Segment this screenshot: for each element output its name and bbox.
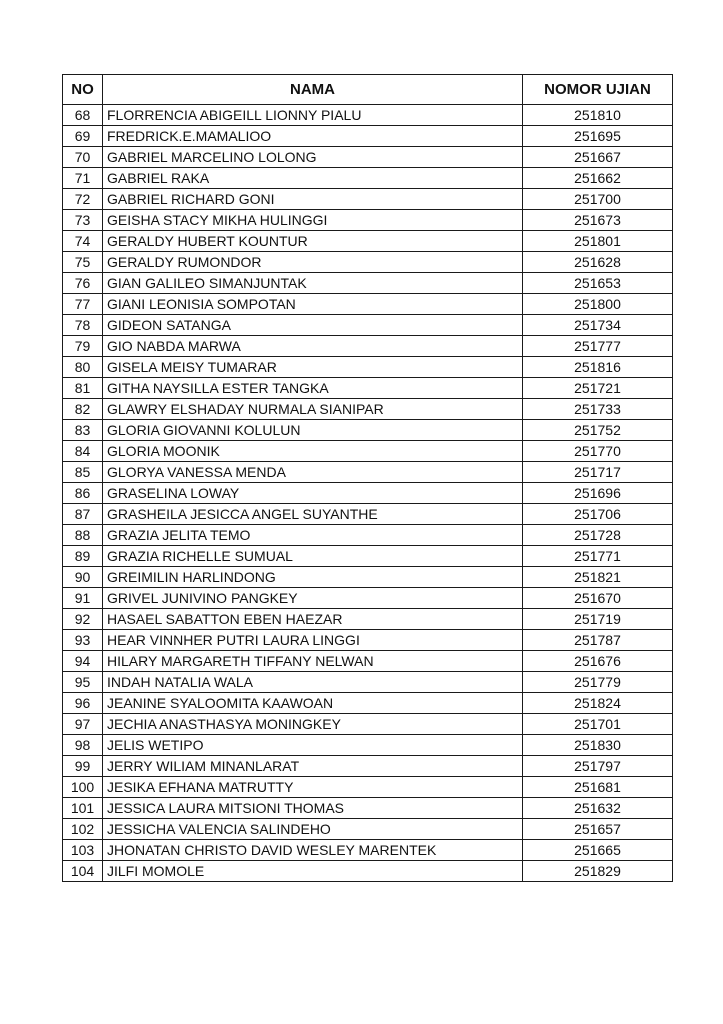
cell-no: 78 [63, 315, 103, 336]
table-row [63, 126, 673, 147]
cell-no: 93 [63, 630, 103, 651]
table-header [63, 75, 673, 105]
table-row [63, 504, 673, 525]
cell-no: 84 [63, 441, 103, 462]
header-nomor-ujian: NOMOR UJIAN [523, 75, 673, 105]
header-row [63, 75, 673, 105]
cell-nama: GABRIEL MARCELINO LOLONG [103, 147, 523, 168]
cell-nomor-ujian: 251719 [523, 609, 673, 630]
cell-nama: FLORRENCIA ABIGEILL LIONNY PIALU [103, 105, 523, 126]
cell-no: 90 [63, 567, 103, 588]
cell-nomor-ujian: 251670 [523, 588, 673, 609]
cell-nomor-ujian: 251770 [523, 441, 673, 462]
cell-no: 88 [63, 525, 103, 546]
cell-nama: GRAZIA RICHELLE SUMUAL [103, 546, 523, 567]
table-row [63, 147, 673, 168]
cell-no: 101 [63, 798, 103, 819]
cell-nomor-ujian: 251657 [523, 819, 673, 840]
cell-no: 95 [63, 672, 103, 693]
cell-nomor-ujian: 251733 [523, 399, 673, 420]
cell-no: 100 [63, 777, 103, 798]
cell-nomor-ujian: 251777 [523, 336, 673, 357]
cell-no: 97 [63, 714, 103, 735]
table-row [63, 609, 673, 630]
cell-no: 71 [63, 168, 103, 189]
cell-nomor-ujian: 251721 [523, 378, 673, 399]
table-body [63, 105, 673, 882]
cell-no: 89 [63, 546, 103, 567]
table-row [63, 588, 673, 609]
table-row [63, 546, 673, 567]
cell-nama: JESIKA EFHANA MATRUTTY [103, 777, 523, 798]
cell-nomor-ujian: 251810 [523, 105, 673, 126]
cell-no: 79 [63, 336, 103, 357]
cell-nomor-ujian: 251752 [523, 420, 673, 441]
cell-nomor-ujian: 251700 [523, 189, 673, 210]
cell-nomor-ujian: 251824 [523, 693, 673, 714]
table-row [63, 105, 673, 126]
cell-nomor-ujian: 251632 [523, 798, 673, 819]
table-row [63, 336, 673, 357]
table-row [63, 693, 673, 714]
table-row [63, 735, 673, 756]
table-row [63, 420, 673, 441]
table-row [63, 168, 673, 189]
cell-nama: GRASHEILA JESICCA ANGEL SUYANTHE [103, 504, 523, 525]
cell-no: 85 [63, 462, 103, 483]
cell-nama: GLAWRY ELSHADAY NURMALA SIANIPAR [103, 399, 523, 420]
cell-nama: JHONATAN CHRISTO DAVID WESLEY MARENTEK [103, 840, 523, 861]
cell-nama: GLORIA MOONIK [103, 441, 523, 462]
cell-nama: GERALDY RUMONDOR [103, 252, 523, 273]
cell-nama: JERRY WILIAM MINANLARAT [103, 756, 523, 777]
table-row [63, 567, 673, 588]
cell-nomor-ujian: 251728 [523, 525, 673, 546]
cell-nomor-ujian: 251830 [523, 735, 673, 756]
table-row [63, 273, 673, 294]
cell-nama: GITHA NAYSILLA ESTER TANGKA [103, 378, 523, 399]
table-row [63, 840, 673, 861]
cell-no: 99 [63, 756, 103, 777]
cell-nama: JILFI MOMOLE [103, 861, 523, 882]
cell-no: 86 [63, 483, 103, 504]
cell-no: 70 [63, 147, 103, 168]
cell-nama: JESSICA LAURA MITSIONI THOMAS [103, 798, 523, 819]
table-row [63, 210, 673, 231]
cell-nomor-ujian: 251667 [523, 147, 673, 168]
table-row [63, 525, 673, 546]
cell-nama: GIANI LEONISIA SOMPOTAN [103, 294, 523, 315]
table-row [63, 399, 673, 420]
table-row [63, 651, 673, 672]
cell-nama: GRIVEL JUNIVINO PANGKEY [103, 588, 523, 609]
cell-nomor-ujian: 251696 [523, 483, 673, 504]
cell-nama: GRASELINA LOWAY [103, 483, 523, 504]
cell-nomor-ujian: 251706 [523, 504, 673, 525]
cell-no: 104 [63, 861, 103, 882]
cell-nomor-ujian: 251800 [523, 294, 673, 315]
table-row [63, 483, 673, 504]
cell-no: 74 [63, 231, 103, 252]
table-row [63, 777, 673, 798]
table-row [63, 861, 673, 882]
table-row [63, 294, 673, 315]
cell-nama: GIDEON SATANGA [103, 315, 523, 336]
cell-nama: GABRIEL RICHARD GONI [103, 189, 523, 210]
table-row [63, 378, 673, 399]
table-row [63, 462, 673, 483]
cell-nomor-ujian: 251628 [523, 252, 673, 273]
table-row [63, 231, 673, 252]
cell-nomor-ujian: 251801 [523, 231, 673, 252]
table-row [63, 441, 673, 462]
table-row [63, 630, 673, 651]
cell-nomor-ujian: 251681 [523, 777, 673, 798]
cell-no: 77 [63, 294, 103, 315]
cell-no: 69 [63, 126, 103, 147]
table-row [63, 714, 673, 735]
cell-nama: GEISHA STACY MIKHA HULINGGI [103, 210, 523, 231]
cell-nomor-ujian: 251734 [523, 315, 673, 336]
cell-nama: GIO NABDA MARWA [103, 336, 523, 357]
cell-nama: GERALDY HUBERT KOUNTUR [103, 231, 523, 252]
cell-nomor-ujian: 251771 [523, 546, 673, 567]
cell-nama: JEANINE SYALOOMITA KAAWOAN [103, 693, 523, 714]
cell-nama: GRAZIA JELITA TEMO [103, 525, 523, 546]
cell-nama: JECHIA ANASTHASYA MONINGKEY [103, 714, 523, 735]
cell-nomor-ujian: 251662 [523, 168, 673, 189]
cell-no: 83 [63, 420, 103, 441]
cell-no: 103 [63, 840, 103, 861]
cell-nomor-ujian: 251673 [523, 210, 673, 231]
cell-no: 94 [63, 651, 103, 672]
cell-no: 81 [63, 378, 103, 399]
cell-nama: FREDRICK.E.MAMALIOO [103, 126, 523, 147]
cell-no: 96 [63, 693, 103, 714]
cell-nama: JELIS WETIPO [103, 735, 523, 756]
cell-no: 72 [63, 189, 103, 210]
exam-participant-table [62, 74, 673, 882]
cell-nama: GIAN GALILEO SIMANJUNTAK [103, 273, 523, 294]
cell-no: 73 [63, 210, 103, 231]
cell-no: 87 [63, 504, 103, 525]
table-row [63, 672, 673, 693]
cell-nama: GLORIA GIOVANNI KOLULUN [103, 420, 523, 441]
table-row [63, 819, 673, 840]
table-row [63, 315, 673, 336]
cell-nomor-ujian: 251779 [523, 672, 673, 693]
header-nama: NAMA [103, 75, 523, 105]
cell-no: 91 [63, 588, 103, 609]
cell-nomor-ujian: 251829 [523, 861, 673, 882]
cell-nama: HASAEL SABATTON EBEN HAEZAR [103, 609, 523, 630]
cell-nomor-ujian: 251695 [523, 126, 673, 147]
cell-no: 75 [63, 252, 103, 273]
table-row [63, 357, 673, 378]
cell-nomor-ujian: 251653 [523, 273, 673, 294]
cell-nama: HEAR VINNHER PUTRI LAURA LINGGI [103, 630, 523, 651]
cell-nama: JESSICHA VALENCIA SALINDEHO [103, 819, 523, 840]
cell-no: 102 [63, 819, 103, 840]
cell-no: 82 [63, 399, 103, 420]
table-row [63, 252, 673, 273]
cell-nama: INDAH NATALIA WALA [103, 672, 523, 693]
cell-nama: GLORYA VANESSA MENDA [103, 462, 523, 483]
cell-no: 76 [63, 273, 103, 294]
header-no: NO [63, 75, 103, 105]
cell-no: 80 [63, 357, 103, 378]
cell-nomor-ujian: 251665 [523, 840, 673, 861]
table-row [63, 756, 673, 777]
cell-nama: GREIMILIN HARLINDONG [103, 567, 523, 588]
cell-no: 92 [63, 609, 103, 630]
table-row [63, 798, 673, 819]
cell-nama: HILARY MARGARETH TIFFANY NELWAN [103, 651, 523, 672]
cell-nomor-ujian: 251701 [523, 714, 673, 735]
cell-nama: GABRIEL RAKA [103, 168, 523, 189]
table-row [63, 189, 673, 210]
cell-nama: GISELA MEISY TUMARAR [103, 357, 523, 378]
cell-nomor-ujian: 251676 [523, 651, 673, 672]
cell-nomor-ujian: 251816 [523, 357, 673, 378]
cell-no: 98 [63, 735, 103, 756]
cell-no: 68 [63, 105, 103, 126]
cell-nomor-ujian: 251787 [523, 630, 673, 651]
cell-nomor-ujian: 251821 [523, 567, 673, 588]
cell-nomor-ujian: 251717 [523, 462, 673, 483]
cell-nomor-ujian: 251797 [523, 756, 673, 777]
